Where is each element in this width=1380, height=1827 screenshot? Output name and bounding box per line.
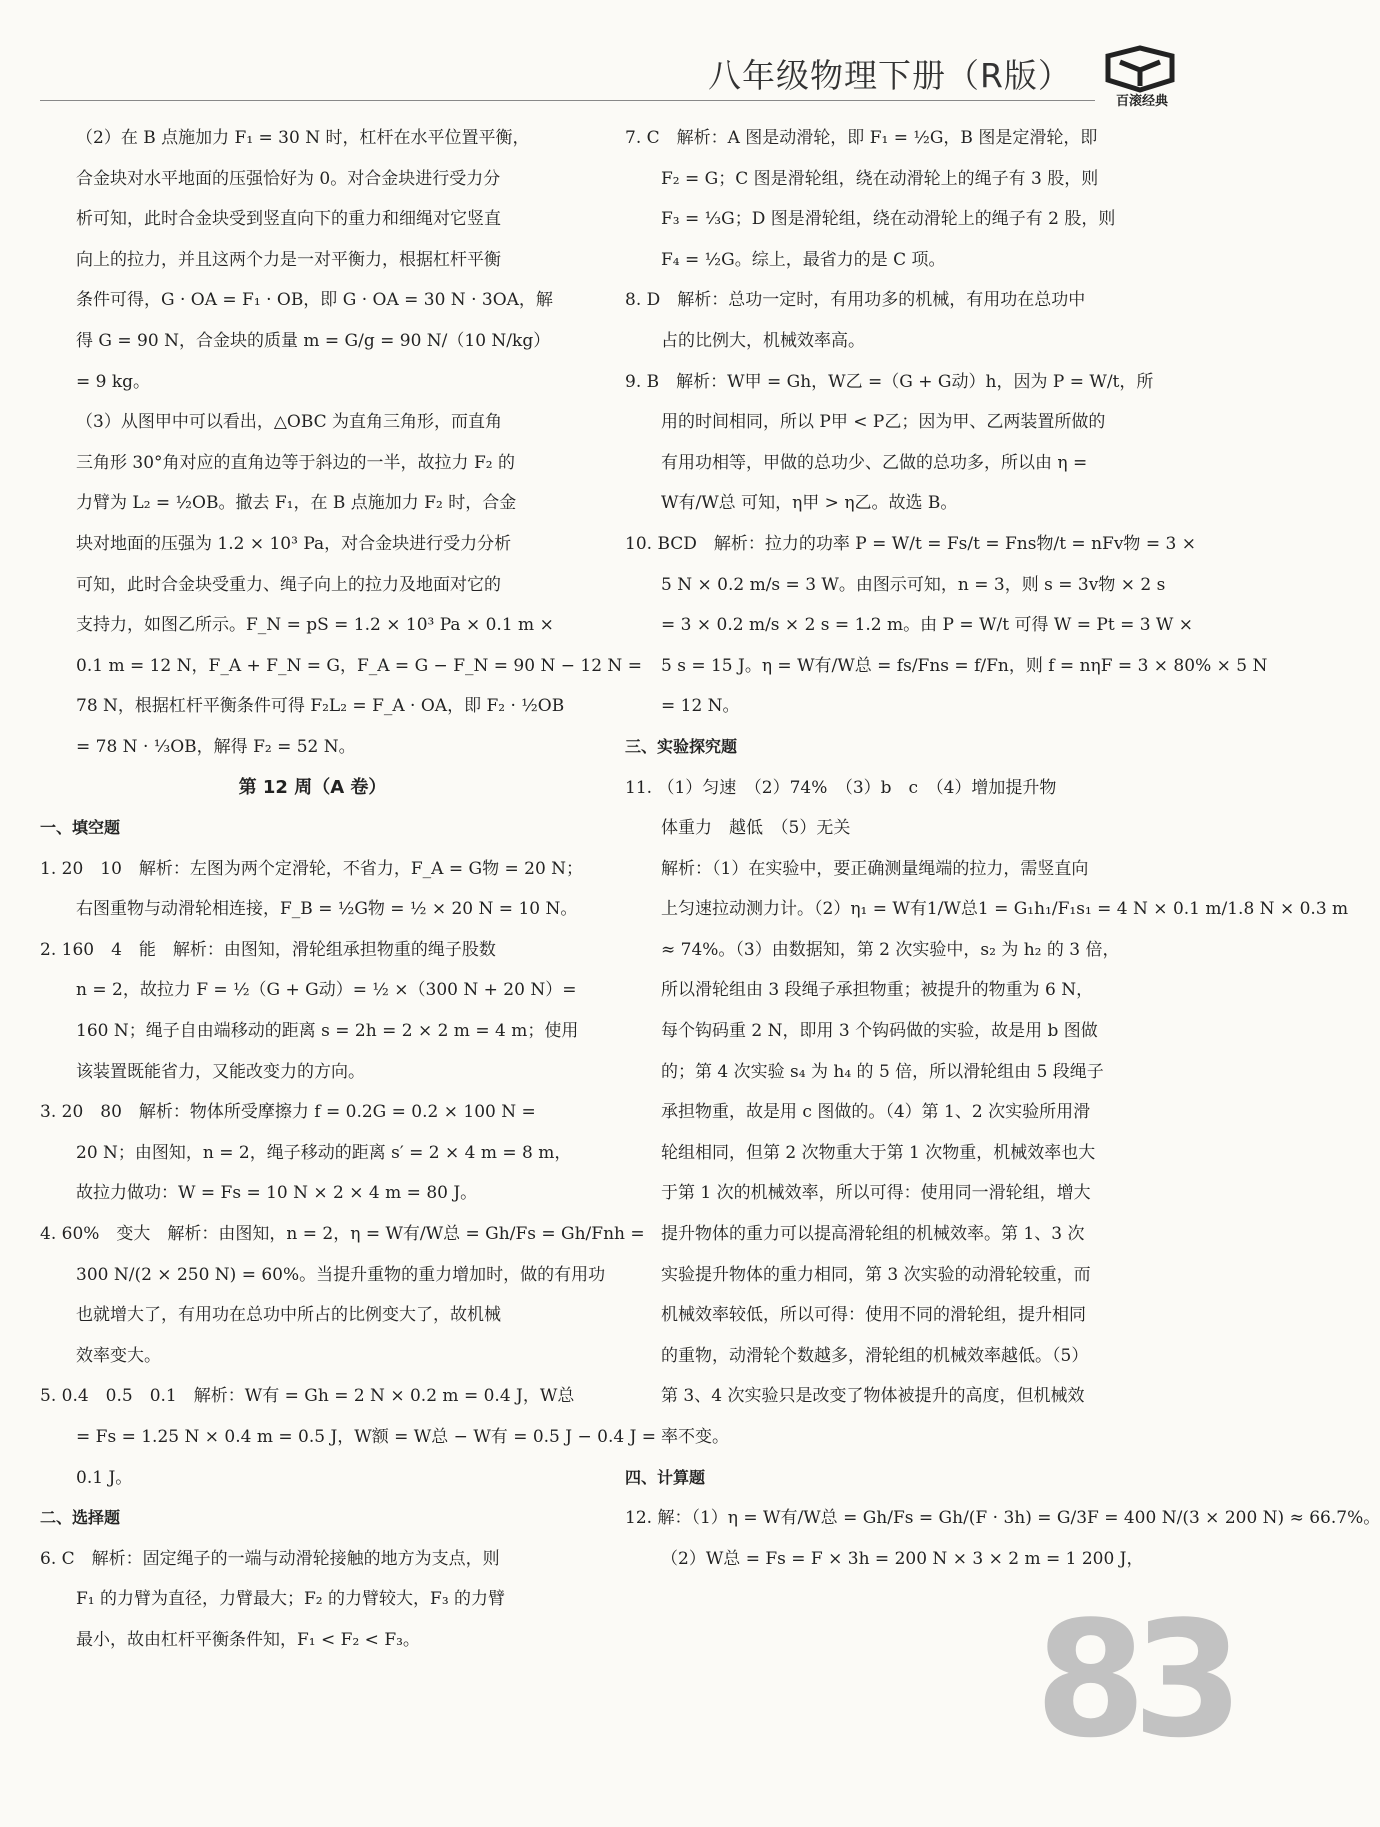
text-line: 160 N；绳子自由端移动的距离 s = 2h = 2 × 2 m = 4 m；使用	[76, 1021, 579, 1042]
text-line: 故拉力做功：W = Fs = 10 N × 2 × 4 m = 80 J。	[76, 1183, 478, 1204]
text-line: 提升物体的重力可以提高滑轮组的机械效率。第 1、3 次	[661, 1224, 1085, 1245]
text-line: 实验提升物体的重力相同，第 3 次实验的动滑轮较重，而	[661, 1264, 1091, 1285]
text-line: 条件可得，G · OA = F₁ · OB，即 G · OA = 30 N · 3OA，解	[76, 290, 553, 311]
text-line: 块对地面的压强为 1.2 × 10³ Pa，对合金块进行受力分析	[76, 533, 512, 554]
text-line: 4. 60% 变大 解析：由图知，n = 2，η = W有/W总 = Gh/Fs = Gh/Fnh =	[40, 1224, 645, 1245]
text-line: F₃ = ⅓G；D 图是滑轮组，绕在动滑轮上的绳子有 2 股，则	[661, 209, 1116, 230]
text-line: 效率变大。	[76, 1345, 161, 1366]
week-title: 第 12 周（A 卷）	[238, 776, 387, 798]
text-line: 也就增大了，有用功在总功中所占的比例变大了，故机械	[76, 1305, 501, 1326]
text-line: 所以滑轮组由 3 段绳子承担物重；被提升的物重为 6 N，	[661, 980, 1094, 1001]
text-line: F₄ = ½G。综上，最省力的是 C 项。	[661, 249, 946, 270]
text-line: 力臂为 L₂ = ½OB。撤去 F₁，在 B 点施加力 F₂ 时，合金	[76, 493, 517, 514]
right-column	[625, 118, 1380, 1579]
text-line: 11. （1）匀速 （2）74% （3）b c （4）增加提升物	[625, 777, 1057, 798]
text-line: 承担物重，故是用 c 图做的。（4）第 1、2 次实验所用滑	[661, 1102, 1091, 1123]
text-line: = 3 × 0.2 m/s × 2 s = 1.2 m。由 P = W/t 可得 W = Pt = 3 W ×	[661, 615, 1194, 636]
text-line: 7. C 解析：A 图是动滑轮，即 F₁ = ½G，B 图是定滑轮，即	[625, 128, 1098, 148]
text-line: 第 3、4 次实验只是改变了物体被提升的高度，但机械效	[661, 1386, 1085, 1407]
text-line: 解析：（1）在实验中，要正确测量绳端的拉力，需竖直向	[661, 858, 1089, 879]
book-title: 八年级物理下册（R版）	[708, 56, 1072, 95]
text-line: = Fs = 1.25 N × 0.4 m = 0.5 J，W额 = W总 − W有 = 0.5 J − 0.4 J =	[76, 1427, 657, 1447]
header-rule	[40, 100, 1095, 101]
text-line: 用的时间相同，所以 P甲 < P乙；因为甲、乙两装置所做的	[661, 412, 1106, 433]
text-line: n = 2，故拉力 F = ½（G + G动）= ½ ×（300 N + 20 N）=	[76, 980, 577, 1001]
text-line: 得 G = 90 N，合金块的质量 m = G/g = 90 N/（10 N/kg）	[76, 330, 551, 351]
text-line: 0.1 J。	[76, 1467, 133, 1488]
page-number: 83	[1035, 1586, 1230, 1773]
publisher-logo-text: 百滚经典	[1115, 94, 1168, 109]
text-line: F₁ 的力臂为直径，力臂最大；F₂ 的力臂较大，F₃ 的力臂	[76, 1589, 506, 1610]
text-line: 10. BCD 解析：拉力的功率 P = W/t = Fs/t = Fns物/t = nFv物 = 3 ×	[625, 533, 1196, 554]
section-heading: 三、实验探究题	[625, 736, 738, 756]
text-line: 5. 0.4 0.5 0.1 解析：W有 = Gh = 2 N × 0.2 m = 0.4 J，W总	[40, 1386, 575, 1407]
text-line: 向上的拉力，并且这两个力是一对平衡力，根据杠杆平衡	[76, 249, 501, 270]
text-line: 合金块对水平地面的压强恰好为 0。对合金块进行受力分	[76, 168, 501, 189]
text-line: 率不变。	[661, 1427, 729, 1447]
text-line: 最小，故由杠杆平衡条件知，F₁ < F₂ < F₃。	[76, 1629, 420, 1650]
text-line: = 78 N · ⅓OB，解得 F₂ = 52 N。	[76, 736, 356, 757]
text-line: 78 N，根据杠杆平衡条件可得 F₂L₂ = F_A · OA，即 F₂ · ½OB	[76, 696, 565, 717]
section-heading: 四、计算题	[625, 1467, 706, 1487]
text-line: 支持力，如图乙所示。F_N = pS = 1.2 × 10³ Pa × 0.1 m ×	[76, 615, 554, 636]
text-line: 机械效率较低，所以可得：使用不同的滑轮组，提升相同	[661, 1305, 1086, 1326]
text-line: （2）W总 = Fs = F × 3h = 200 N × 3 × 2 m = 1 200 J，	[661, 1548, 1144, 1569]
text-line: 5 s = 15 J。η = W有/W总 = fs/Fns = f/Fn，则 f = nηF = 3 × 80% × 5 N	[661, 655, 1268, 676]
text-line: = 9 kg。	[76, 371, 151, 392]
text-line: = 12 N。	[661, 696, 740, 717]
text-line: 9. B 解析：W甲 = Gh，W乙 =（G + G动）h，因为 P = W/t，所	[625, 371, 1154, 392]
text-line: 3. 20 80 解析：物体所受摩擦力 f = 0.2G = 0.2 × 100 N =	[40, 1102, 536, 1123]
text-line: 占的比例大，机械效率高。	[661, 330, 865, 351]
text-line: 12. 解：（1）η = W有/W总 = Gh/Fs = Gh/(F · 3h) = G/3F = 400 N/(3 × 200 N) ≈ 66.7%。	[625, 1508, 1380, 1529]
text-line: 的重物，动滑轮个数越多，滑轮组的机械效率越低。（5）	[661, 1345, 1089, 1366]
text-line: W有/W总 可知，η甲 > η乙。故选 B。	[661, 493, 958, 514]
text-line: 5 N × 0.2 m/s = 3 W。由图示可知，n = 3，则 s = 3v物 × 2 s	[661, 574, 1166, 595]
text-line: 于第 1 次的机械效率，所以可得：使用同一滑轮组，增大	[661, 1183, 1091, 1204]
text-line: 0.1 m = 12 N，F_A + F_N = G，F_A = G − F_N = 90 N − 12 N =	[76, 655, 642, 676]
text-line: 2. 160 4 能 解析：由图知，滑轮组承担物重的绳子股数	[40, 939, 496, 960]
text-line: 体重力 越低 （5）无关	[661, 818, 851, 839]
text-line: 上匀速拉动测力计。（2）η₁ = W有1/W总1 = G₁h₁/F₁s₁ = 4 N × 0.1 m/1.8 N × 0.3 m	[661, 899, 1349, 920]
section-heading: 二、选择题	[40, 1508, 121, 1528]
text-line: 8. D 解析：总功一定时，有用功多的机械，有用功在总功中	[625, 290, 1086, 311]
text-line: F₂ = G；C 图是滑轮组，绕在动滑轮上的绳子有 3 股，则	[661, 168, 1099, 189]
section-heading: 一、填空题	[40, 818, 121, 838]
text-line: 三角形 30°角对应的直角边等于斜边的一半，故拉力 F₂ 的	[76, 452, 515, 473]
text-line: 可知，此时合金块受重力、绳子向上的拉力及地面对它的	[76, 574, 501, 595]
text-line: 300 N/(2 × 250 N) = 60%。当提升重物的重力增加时，做的有用功	[76, 1264, 606, 1285]
left-column	[40, 118, 657, 1661]
text-line: （3）从图甲中可以看出，△OBC 为直角三角形，而直角	[76, 412, 503, 433]
text-line: 析可知，此时合金块受到竖直向下的重力和细绳对它竖直	[76, 209, 501, 230]
text-line: 6. C 解析：固定绳子的一端与动滑轮接触的地方为支点，则	[40, 1548, 500, 1569]
text-line: 有用功相等，甲做的总功少、乙做的总功多，所以由 η =	[661, 452, 1088, 473]
text-line: 20 N；由图知，n = 2，绳子移动的距离 s′ = 2 × 4 m = 8 m，	[76, 1142, 572, 1163]
text-line: 每个钩码重 2 N，即用 3 个钩码做的实验，故是用 b 图做	[661, 1021, 1098, 1042]
text-line: 该装置既能省力，又能改变力的方向。	[76, 1061, 365, 1082]
text-line: 的；第 4 次实验 s₄ 为 h₄ 的 5 倍，所以滑轮组由 5 段绳子	[661, 1061, 1104, 1082]
text-line: ≈ 74%。（3）由数据知，第 2 次实验中，s₂ 为 h₂ 的 3 倍，	[661, 939, 1120, 960]
text-line: 轮组相同，但第 2 次物重大于第 1 次物重，机械效率也大	[661, 1142, 1096, 1163]
text-line: 右图重物与动滑轮相连接，F_B = ½G物 = ½ × 20 N = 10 N。	[76, 899, 578, 920]
text-line: 1. 20 10 解析：左图为两个定滑轮，不省力，F_A = G物 = 20 N；	[40, 858, 584, 879]
text-line: （2）在 B 点施加力 F₁ = 30 N 时，杠杆在水平位置平衡，	[76, 128, 530, 148]
